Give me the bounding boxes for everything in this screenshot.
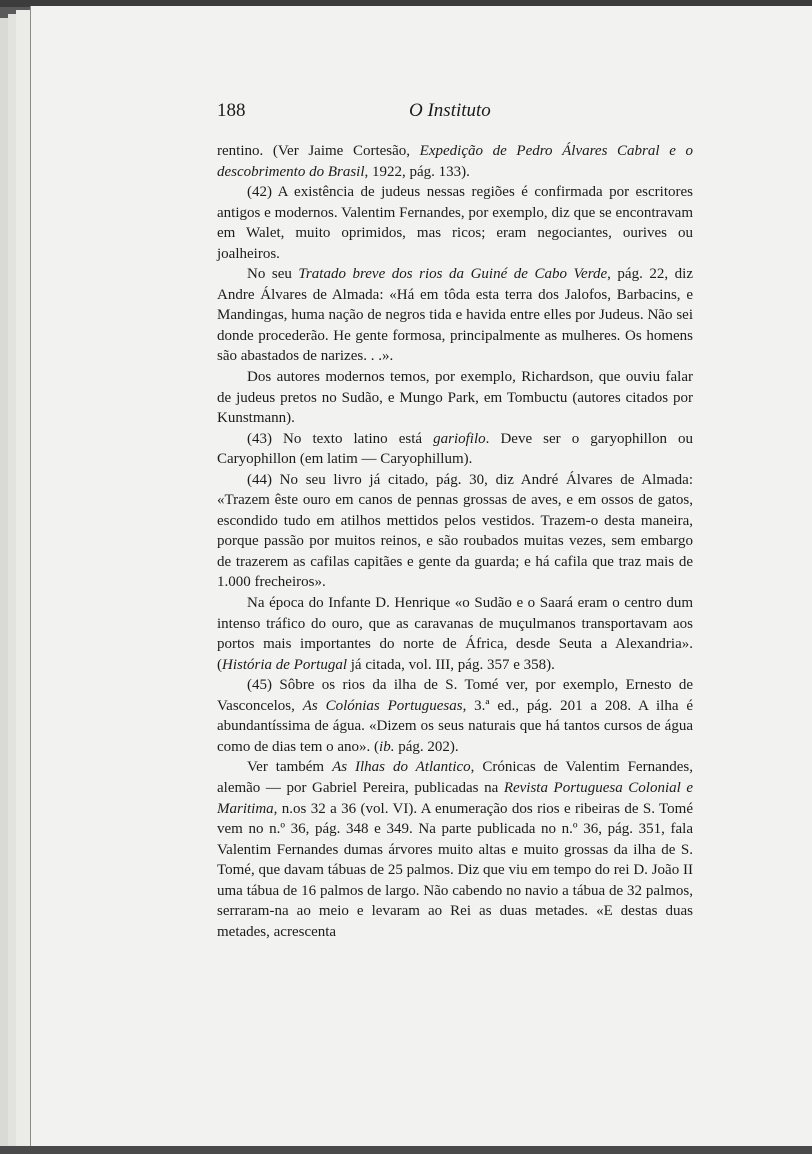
scan-bottom-border	[0, 1146, 812, 1154]
text-run: (44) No seu livro já citado, pág. 30, diz André Álvares de Almada: «Trazem êste ouro em canos de pennas grossas de aves, e em ossos de gatos, escondido tudo em atilhos mettidos pelos vestidos. Trazem-o desta maneira, porque passão por muitos reinos, e são roubados muitas vezes, sem embargo de trazerem as cafilas capitães e gente da guarda; e há cafila que traz mais de 1.000 frecheiros».	[217, 471, 693, 591]
text-run: . Deve ser o garyophillon ou Caryophillon (em latim — Caryophillum).	[217, 430, 694, 468]
paragraph	[217, 675, 693, 757]
text-run: rentino. (Ver Jaime Cortesão,	[217, 143, 420, 159]
text-run: , Crónicas de Valentim Fernandes, alemão — por Gabriel Pereira, publicadas na	[217, 759, 693, 796]
text-run: Dos autores modernos temos, por exemplo, Richardson, que ouviu falar de judeus pretos no Sudão, e Mungo Park, em Tombuctu (autores citados por Kunstmann).	[217, 369, 693, 427]
body-text	[217, 141, 693, 942]
text-run: Na época do Infante D. Henrique «o Sudão e o Saará eram o centro dum intenso tráfico do ouro, que as caravanas de muçulmanos transportavam aos portos mais importantes do norte de África, desde Seuta a Alexandria». (	[217, 595, 693, 673]
italic-text: Revista Portuguesa Colonial e Maritima	[217, 779, 694, 817]
text-run: Ver também	[247, 759, 333, 776]
running-title: O Instituto	[409, 100, 491, 121]
text-run: (43) No texto latino está	[247, 430, 434, 447]
italic-text: ib.	[379, 738, 395, 755]
text-run: já citada, vol. III, pág. 357 e 358).	[347, 656, 555, 673]
italic-text: gariofilo	[433, 430, 486, 447]
paragraph	[217, 182, 693, 264]
text-run: , n.os 32 a 36 (vol. VI). A enumeração dos rios e ribeiras de S. Tomé vem no n.º 36, pág. 348 e 349. Na parte publicada no n.º 36, pág. 351, fala Valentim Fernandes dumas árvores muito altas e muito grossas da ilha de S. Tomé, que davam tábuas de 25 palmos. Diz que viu em tempo do rei D. João II uma tábua de 16 palmos de largo. Não cabendo no navio a tábua de 32 palmos, serraram-na ao meio e levaram ao Rei as duas metades. «E destas duas metades, acrescenta	[217, 800, 693, 940]
text-run: pág. 202).	[394, 738, 459, 755]
text-run: (45) Sôbre os rios da ilha de S. Tomé ver, por exemplo, Ernesto de Vasconcelos,	[217, 677, 693, 714]
paragraph	[217, 470, 693, 593]
italic-text: As Colónias Portuguesas	[302, 697, 463, 714]
text-run: No seu	[247, 266, 299, 283]
paragraph	[217, 593, 693, 675]
italic-text: Tratado breve dos rios da Guiné de Cabo Verde	[298, 266, 608, 283]
paragraph	[217, 141, 693, 182]
running-header	[217, 100, 693, 126]
page-number: 188	[217, 100, 246, 121]
paragraph	[217, 757, 693, 942]
paragraph	[217, 264, 693, 367]
text-run: , 3.ª ed., pág. 201 a 208. A ilha é abundantíssima de água. «Dizem os seus naturais que há tantos cursos de água como de dias tem o ano». (	[217, 697, 693, 755]
text-run: , 1922, pág. 133).	[364, 163, 470, 180]
italic-text: As Ilhas do Atlantico	[332, 759, 471, 776]
italic-text: Expedição de Pedro Álvares Cabral e o descobrimento do Brasil	[217, 143, 693, 180]
text-run: (42) A existência de judeus nessas regiões é confirmada por escritores antigos e modernos. Valentim Fernandes, por exemplo, diz que se encontravam em Walet, muito oprimidos, mas ricos; eram negociantes, ourives ou joalheiros.	[217, 184, 693, 262]
paragraph	[217, 367, 693, 429]
paragraph	[217, 429, 693, 470]
italic-text: História de Portugal	[222, 656, 348, 673]
text-run: , pág. 22, diz Andre Álvares de Almada: «Há em tôda esta terra dos Jalofos, Barbacins, e Mandingas, huma nação de negros tida e havida entre elles por Judeus. Não sei donde procederão. He gente formosa, principalmente as mulheres. Os homens são abastados de narizes. . .».	[217, 266, 694, 365]
